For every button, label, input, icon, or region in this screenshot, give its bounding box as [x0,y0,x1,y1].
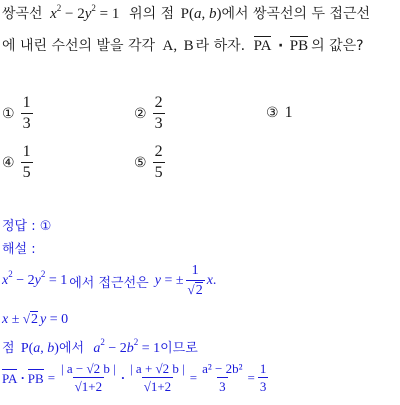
question-text-line2b: 라 하자. [195,38,246,54]
point-p: P(a, b) [180,6,222,22]
asymptote-slope-fraction: $\frac{1}{√2}$ [187,263,203,298]
answer-label: 정답 : ① [2,219,52,234]
question-text-part3: 에서 쌍곡선의 두 접근선 [221,6,371,22]
fraction-3: $\frac{\text{a² − 2b²}}{3}$ [202,361,243,394]
hyperbola-equation: $x^2 - 2y^2 = 1$ [50,3,120,22]
fraction-2: $\frac{| a + √2 b |}{√1+2}$ [130,361,185,394]
point-b: B [183,38,194,54]
question-text-part2: 위의 점 [129,6,175,22]
choice-2[interactable] [134,95,165,132]
choice-2-fraction: $\frac{2}{3}$ [154,94,163,132]
choice-5-fraction: $\frac{2}{5}$ [154,143,163,181]
fraction-4: $\frac{1}{3}$ [259,361,267,394]
choice-4-mark: ④ [2,154,15,171]
choice-5[interactable] [134,144,165,181]
question-text-line2c: 의 값은? [311,38,364,54]
choice-1-mark: ① [2,105,15,122]
segment-pa: PA [253,38,272,54]
choice-4[interactable] [2,144,33,181]
solution-line-1: $x^2 - 2y^2 = 1$ 에서 접근선은 y = ± $\frac{1}{√2}$ x . [2,263,217,298]
choice-1[interactable] [2,95,33,132]
solution-line-4: PA · PB = $\frac{| a - √2 b |}{√1+2}$ · $\frac{| a + √2 b |}{√1+2}$ = $\frac{\text{a² − 2b²}}{3}$ = $\frac{1}{3}$ [2,361,267,394]
dot-operator: · [277,38,284,54]
choice-4-fraction: $\frac{1}{5}$ [22,143,31,181]
solution-line-2: x ± √2 y = 0 [2,311,69,327]
fraction-1: $\frac{| a - √2 b |}{√1+2}$ [61,361,116,394]
question-text-line2a: 에 내린 수선의 발을 각각 [2,38,156,54]
choice-3-mark: ③ [266,105,279,121]
choice-2-mark: ② [134,105,147,122]
choice-5-mark: ⑤ [134,154,147,171]
question-line-1 [2,4,370,25]
question-line-2: 에 내린 수선의 발을 각각 A, B 라 하자. PA · PB 의 값은? [2,38,364,54]
explanation-label: 해설 : [2,242,36,257]
point-a: A [162,38,174,54]
solution-line-3: 점 P(a, b)에서 $a^2 - 2b^2 = 1$이므로 [2,337,198,356]
choice-3[interactable] [266,104,293,122]
segment-pb: PB [289,38,309,54]
choice-3-value: 1 [284,104,293,121]
choice-1-fraction: $\frac{1}{3}$ [22,94,31,132]
question-text-part1: 쌍곡선 [2,6,43,22]
